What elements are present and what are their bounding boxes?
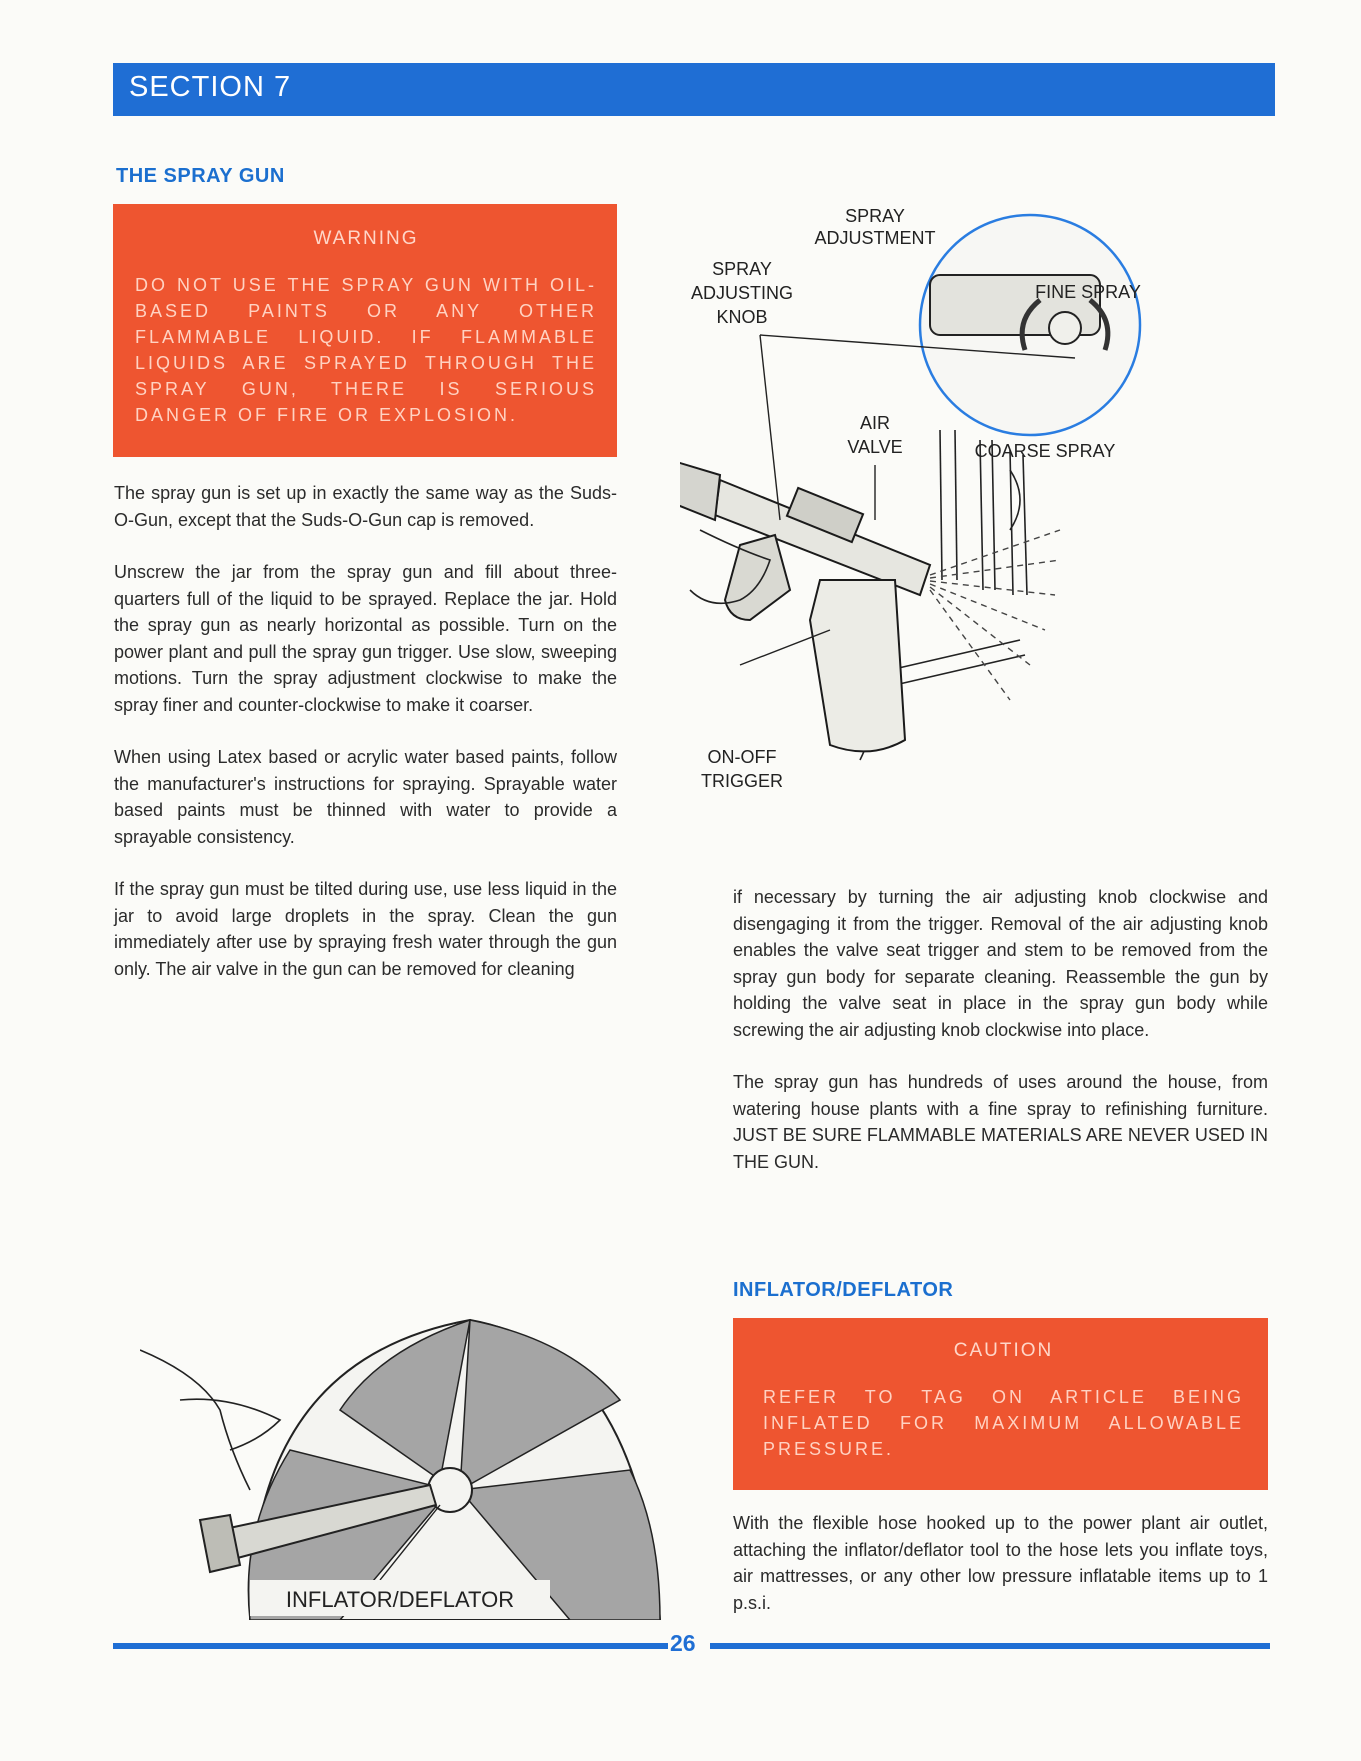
right-text-column <box>733 884 1268 1175</box>
paragraph-latex-paints: When using Latex based or acrylic water based paints, follow the manufacturer's instructions for spraying. Sprayable water based paints must be thinned with water to provide a sprayable consistency. <box>114 747 617 847</box>
warning-title: WARNING <box>313 228 419 249</box>
paragraph-fill-jar: Unscrew the jar from the spray gun and fill about three-quarters full of the liquid to be sprayed. Replace the jar. Hold the spray gun as nearly horizontal as possible. Turn on the power plant and pull the spray gun trigger. Use slow, sweeping motions. Turn the spray adjustment clockwise to make the spray finer and counter-clockwise to make it coarser. <box>114 562 617 715</box>
label-inflator-deflator: INFLATOR/DEFLATOR <box>285 1587 515 1612</box>
caution-text: REFER TO TAG ON ARTICLE BEING INFLATED FOR MAXIMUM ALLOWABLE PRESSURE. <box>763 1387 1244 1459</box>
paragraph-inflator: With the flexible hose hooked up to the power plant air outlet, attaching the inflator/deflator tool to the hose lets you inflate toys, air mattresses, or any other low pressure inflatable items up to 1 p.s.i. <box>733 1513 1268 1613</box>
arm-outline <box>140 1350 250 1490</box>
spray-gun-heading: THE SPRAY GUN <box>116 165 285 187</box>
label-air-valve-2: VALVE <box>847 437 903 457</box>
label-spray-adjustment-1: SPRAY <box>845 206 905 226</box>
paragraph-cleaning: If the spray gun must be tilted during use, use less liquid in the jar to avoid large droplets in the spray. Clean the gun immediately after use by spraying fresh water through the gun only. The air valve in the gun can be removed for cleaning <box>114 879 617 979</box>
paragraph-uses: The spray gun has hundreds of uses around the house, from watering house plants with a fine spray to refinishing furniture. JUST BE SURE FLAMMABLE MATERIALS ARE NEVER USED IN THE GUN. <box>733 1072 1268 1172</box>
paragraph-setup: The spray gun is set up in exactly the same way as the Suds-O-Gun, except that the Suds-O-Gun cap is removed. <box>114 483 617 530</box>
left-text-column <box>114 480 617 982</box>
label-adjusting-knob-1: SPRAY <box>712 259 772 279</box>
warning-text: DO NOT USE THE SPRAY GUN WITH OIL-BASED PAINTS OR ANY OTHER FLAMMABLE LIQUID. IF FLAMMABLE LIQUIDS ARE SPRAYED THROUGH THE SPRAY GUN, THERE IS SERIOUS DANGER OF FIRE OR EXPLOSION. <box>135 275 597 425</box>
label-air-valve-1: AIR <box>859 413 891 433</box>
spray-gun-illustration <box>680 200 1280 850</box>
footer-rule-left <box>113 1643 668 1649</box>
label-trigger-1: ON-OFF <box>707 747 777 767</box>
label-trigger-2: TRIGGER <box>700 771 784 791</box>
page-number: 26 <box>670 1630 696 1656</box>
label-adjusting-knob-3: KNOB <box>716 307 768 327</box>
caution-box <box>733 1318 1268 1490</box>
label-adjusting-knob-2: ADJUSTING <box>690 283 794 303</box>
inflator-heading: INFLATOR/DEFLATOR <box>733 1279 954 1301</box>
section-banner <box>113 63 1275 116</box>
label-fine-spray: FINE SPRAY <box>1035 282 1141 302</box>
paragraph-air-valve: if necessary by turning the air adjusting knob clockwise and disengaging it from the trigger. Removal of the air adjusting knob enables the valve seat trigger and stem to be removed from the spray gun body for separate cleaning. Reassemble the gun by holding the valve seat in place in the spray gun body while screwing the air adjusting knob clockwise into place. <box>733 887 1268 1040</box>
section-title: SECTION 7 <box>129 71 292 103</box>
spray-gun-body <box>680 460 930 751</box>
warning-box <box>113 204 617 457</box>
footer-rule-right <box>710 1643 1270 1649</box>
caution-title: CAUTION <box>953 1340 1054 1361</box>
label-spray-adjustment-2: ADJUSTMENT <box>814 228 936 248</box>
beach-ball-illustration <box>140 1290 680 1620</box>
label-coarse-spray: COARSE SPRAY <box>974 441 1116 461</box>
